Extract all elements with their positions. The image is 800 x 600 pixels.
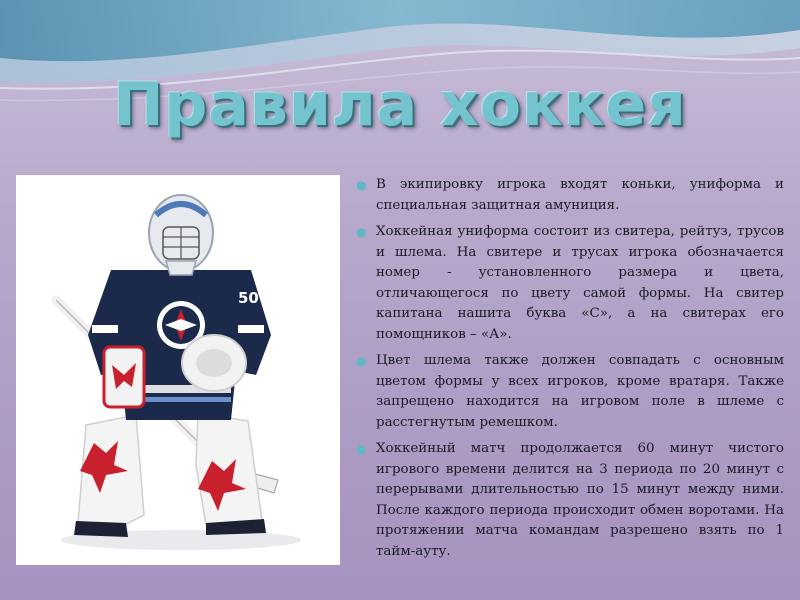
list-item [352,222,784,345]
hockey-goalie-photo [16,175,340,565]
bullet-text: Хоккейная униформа состоит из свитера, рейтуз, трусов и шлема. На свитере и трусах игрока обозначается номер - установленного размера и цвета, отличающегося по цвету самой формы. На свитер капитана нашита буква «С», а на свитерах его помощников – «А». [376,224,784,342]
bullet-dot-icon: ● [356,354,367,368]
goalie-blocker-glove [104,347,144,407]
goalie-illustration [16,175,340,565]
bullet-dot-icon: ● [356,225,367,239]
bullet-text: В экипировку игрока входят коньки, униформа и специальная защитная амуниция. [376,177,784,213]
slide-title: Правила хоккея [113,70,687,140]
bullet-dot-icon: ● [356,178,367,192]
bullet-text: Хоккейный матч продолжается 60 минут чистого игрового времени делится на 3 периода по 20 минут с перерывами длительностью по 15 минут между ними. После каждого периода происходит обмен воротами. На протяжении матча командам разрешено взять по 1 тайм-ауту. [376,441,784,559]
list-item [352,351,784,433]
jersey-number-text: 50 [238,289,259,307]
bullet-text: Цвет шлема также должен совпадать с основным цветом формы у всех игроков, кроме вратаря. Также запрещено находится на игровом поле в шлеме с расстегнутым ремешком. [376,353,784,430]
goalie-catcher-glove [182,335,246,391]
rules-bullet-list [352,175,784,568]
list-item [352,439,784,562]
bullet-dot-icon: ● [356,442,367,456]
list-item [352,175,784,216]
